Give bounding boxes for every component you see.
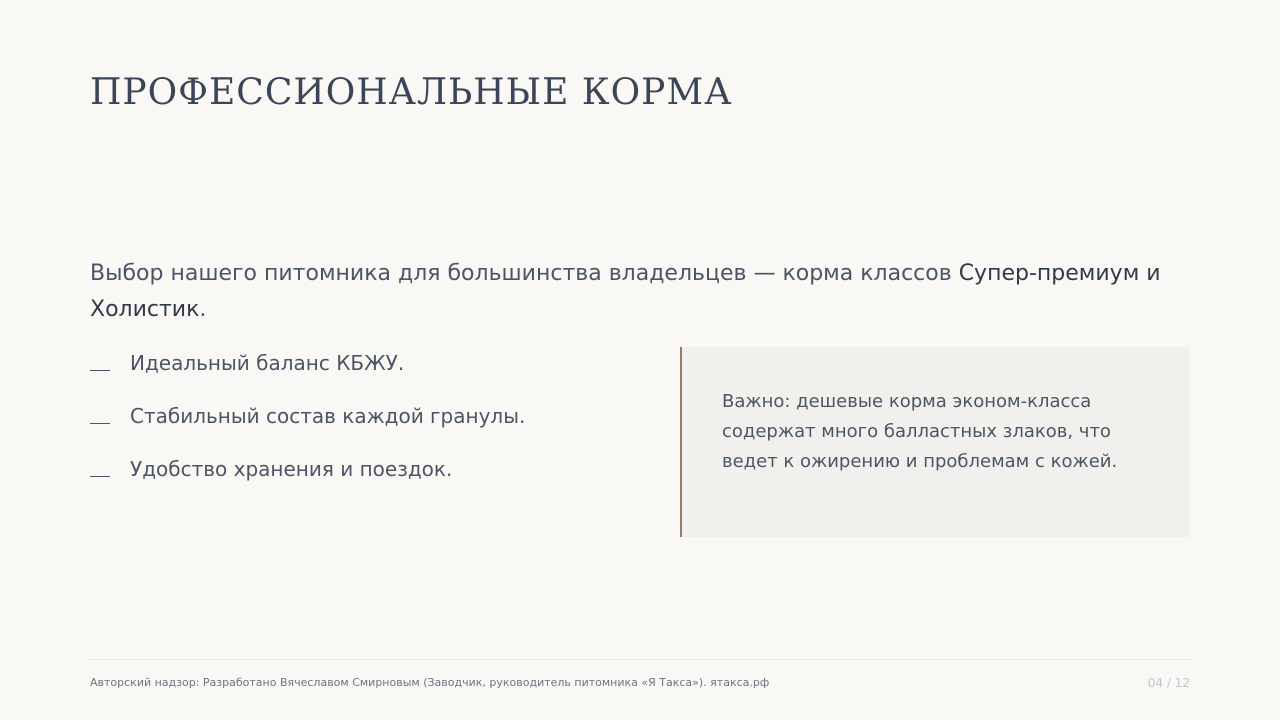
list-item [90, 399, 650, 452]
list-item [90, 452, 650, 505]
important-note [680, 347, 1190, 537]
list-item-text: Идеальный баланс КБЖУ. [130, 351, 405, 375]
footer-credit: Авторский надзор: Разработано Вячеславом Смирновым (Заводчик, руководитель питомника «Я Такса»). ятакса.рф [90, 676, 770, 689]
page-number: 04 / 12 [1147, 676, 1190, 690]
list-item-text: Удобство хранения и поездок. [130, 457, 453, 481]
important-note-text: Важно: дешевые корма эконом-класса содержат много балластных злаков, что ведет к ожирению и проблемам с кожей. [722, 391, 1118, 472]
footer-divider [90, 659, 1190, 660]
intro-lead: Выбор нашего питомника для большинства владельцев — корма классов [90, 261, 959, 286]
dash-icon [90, 423, 110, 424]
benefit-list [90, 346, 650, 505]
dash-icon [90, 370, 110, 371]
intro-end: . [199, 297, 207, 322]
intro-emphasis: Супер-премиум и Холистик [90, 261, 1161, 322]
intro-paragraph [90, 256, 1190, 328]
list-item-text: Стабильный состав каждой гранулы. [130, 404, 526, 428]
dash-icon [90, 476, 110, 477]
list-item [90, 346, 650, 399]
slide-title: ПРОФЕССИОНАЛЬНЫЕ КОРМА [90, 72, 733, 113]
